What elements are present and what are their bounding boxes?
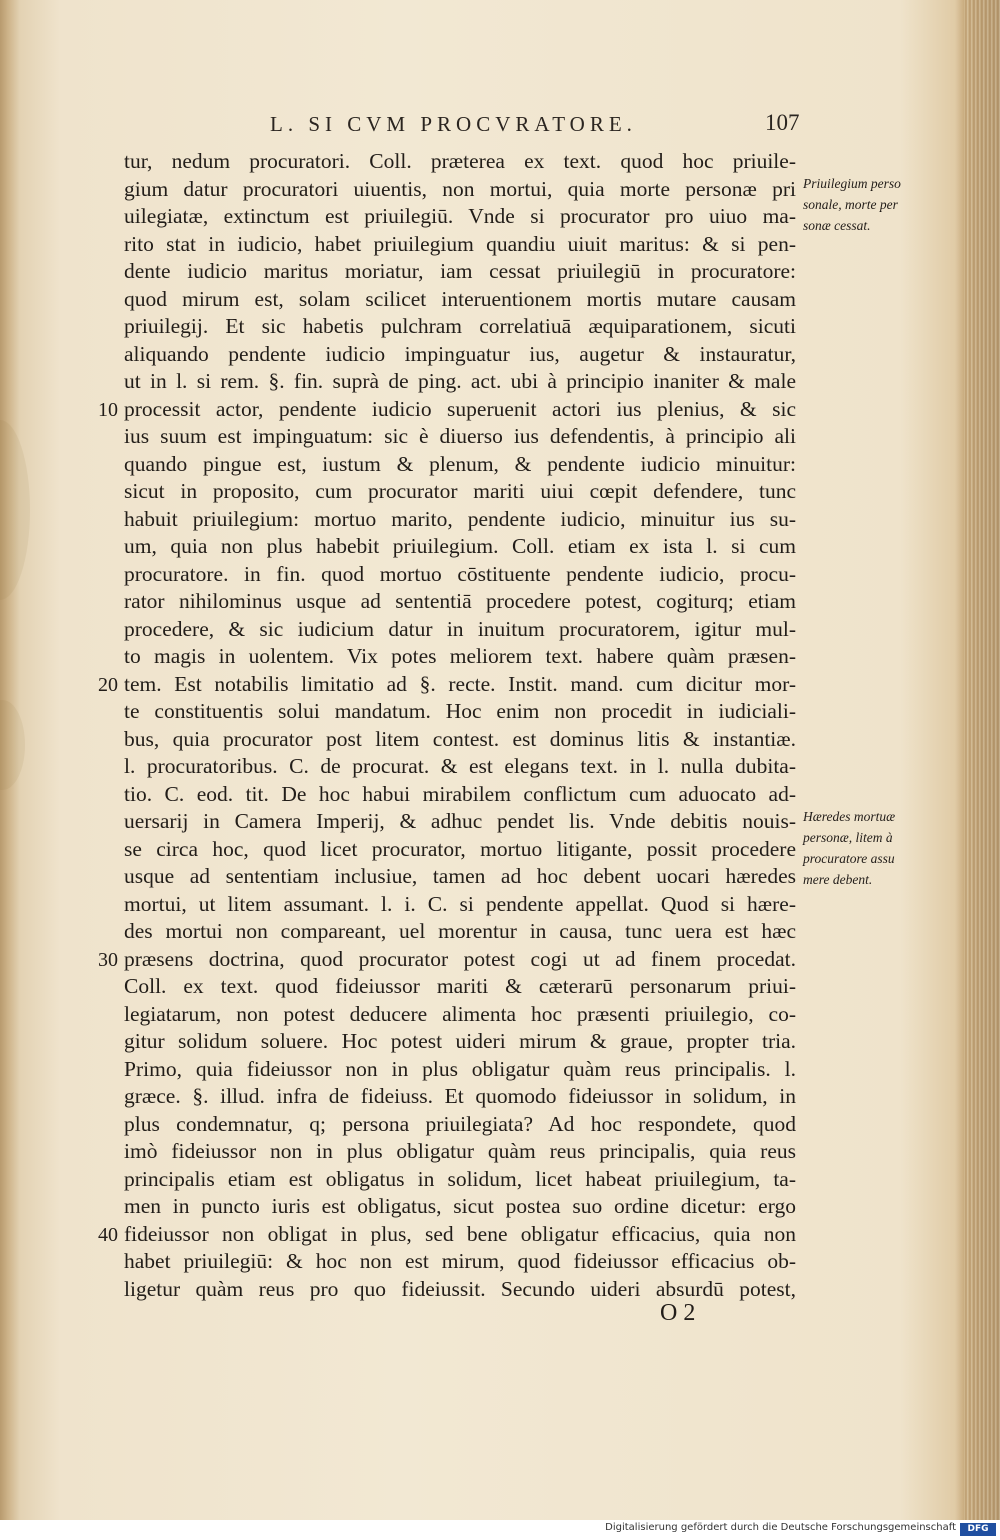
signature-mark: O 2 xyxy=(660,1300,696,1326)
paper-stain xyxy=(0,420,30,600)
text-line: bus, quia procurator post litem contest. est dominus litis & instantiæ. xyxy=(124,726,796,751)
text-line: imò fideiussor non in plus obligatur quàm reus principalis, quia reus xyxy=(124,1139,796,1163)
text-line: tem. Est notabilis limitatio ad §. recte. Instit. mand. cum dicitur mor- xyxy=(124,671,796,696)
text-line: um, quia non plus habebit priuilegium. Coll. etiam ex ista l. si cum xyxy=(124,534,796,558)
text-line: gitur solidum soluere. Hoc potest uideri mirum & graue, propter tria. xyxy=(124,1029,796,1053)
text-line: gium datur procuratori uiuentis, non mortui, quia morte personæ pri xyxy=(124,176,796,201)
text-line: dente iudicio maritus moriatur, iam cessat priuilegiū in procuratore: xyxy=(124,259,796,283)
line-number: 40 xyxy=(98,1224,118,1246)
text-line: fideiussor non obligat in plus, sed bene obligatur efficacius, quia non xyxy=(124,1221,796,1246)
text-line: priuilegij. Et sic habetis pulchram correlatiuā æquiparationem, sicuti xyxy=(124,314,796,338)
text-line: rito stat in iudicio, habet priuilegium quandiu uiuit maritus: & si pen- xyxy=(124,231,796,256)
text-line: procuratore. in fin. quod mortuo cōstituente pendente iudicio, procu- xyxy=(124,561,796,586)
text-line: principalis etiam est obligatus in solidum, licet habeat priuilegium, ta- xyxy=(124,1166,796,1191)
text-line: to magis in uolentem. Vix potes meliorem text. habere quàm præsen- xyxy=(124,644,796,668)
text-line: l. procuratoribus. C. de procurat. & est elegans text. in l. nulla dubita- xyxy=(124,754,796,778)
text-line: ligetur quàm reus pro quo fideiussit. Secundo uideri absurdū potest, xyxy=(124,1276,796,1301)
text-line: sicut in proposito, cum procurator mariti uiui cœpit defendere, tunc xyxy=(124,479,796,503)
page-header xyxy=(0,112,1000,146)
paper-stain xyxy=(0,700,25,790)
text-line: Primo, quia fideiussor non in plus obligatur quàm reus principalis. l. xyxy=(124,1056,796,1081)
line-number: 30 xyxy=(98,949,118,971)
text-line: habet priuilegiū: & hoc non est mirum, quod fideiussor efficacius ob- xyxy=(124,1249,796,1273)
text-line: men in puncto iuris est obligatus, sicut postea suo ordine dicetur: ergo xyxy=(124,1194,796,1218)
text-line: tur, nedum procuratori. Coll. præterea ex text. quod hoc priuile- xyxy=(124,149,796,173)
text-line: uilegiatæ, extinctum est priuilegiū. Vnde si procurator pro uiuo ma- xyxy=(124,204,796,228)
text-line: quando pingue est, iustum & plenum, & pendente iudicio minuitur: xyxy=(124,451,796,476)
margin-note: Hæredes mortuæ personæ, litem à procuratore assu mere debent. xyxy=(803,809,896,887)
text-line: procedere, & sic iudicium datur in inuitum procuratorem, igitur mul- xyxy=(124,616,796,641)
page-edge xyxy=(964,0,1000,1520)
main-text xyxy=(124,148,796,1303)
dfg-logo: DFG xyxy=(960,1523,996,1536)
footer-credit: Digitalisierung gefördert durch die Deutsche Forschungsgemeinschaft xyxy=(605,1522,956,1533)
text-line: habuit priuilegium: mortuo marito, pendente iudicio, minuitur ius su- xyxy=(124,506,796,531)
text-line: aliquando pendente iudicio impinguatur ius, augetur & instauratur, xyxy=(124,341,796,366)
text-line: præsens doctrina, quod procurator potest cogi ut ad finem procedat. xyxy=(124,946,796,971)
text-line: græce. §. illud. infra de fideiuss. Et quomodo fideiussor in solidum, in xyxy=(124,1084,796,1108)
margin-note: Priuilegium perso sonale, morte per sonæ cessat. xyxy=(803,176,901,233)
text-line: legiatarum, non potest deducere alimenta hoc præsenti priuilegio, co- xyxy=(124,1001,796,1026)
text-line: plus condemnatur, q; persona priuilegiata? Ad hoc respondete, quod xyxy=(124,1111,796,1136)
footer xyxy=(0,1520,1000,1540)
line-number: 10 xyxy=(98,399,118,421)
text-line: Coll. ex text. quod fideiussor mariti & cæterarū personarum priui- xyxy=(124,974,796,998)
text-line: uersarij in Camera Imperij, & adhuc pendet lis. Vnde debitis nouis- xyxy=(124,809,796,833)
text-line: rator nihilominus usque ad sententiā procedere potest, cogiturq; etiam xyxy=(124,589,796,613)
text-line: se circa hoc, quod licet procurator, mortuo litigante, possit procedere xyxy=(124,836,796,861)
line-number: 20 xyxy=(98,674,118,696)
text-line: usque ad sententiam inclusiue, tamen ad hoc debent uocari hæredes xyxy=(124,864,796,888)
page-number: 107 xyxy=(765,110,800,135)
text-line: te constituentis solui mandatum. Hoc enim non procedit in iudiciali- xyxy=(124,699,796,723)
text-line: ut in l. si rem. §. fin. suprà de ping. act. ubi à principio inaniter & male xyxy=(124,369,796,393)
text-line: tio. C. eod. tit. De hoc habui mirabilem conflictum cum aduocato ad- xyxy=(124,781,796,806)
text-line: des mortui non compareant, uel morentur in causa, tunc uera est hæc xyxy=(124,919,796,943)
text-line: quod mirum est, solam scilicet interuentionem mortis mutare causam xyxy=(124,286,796,311)
text-line: mortui, ut litem assumant. l. i. C. si pendente appellat. Quod si hære- xyxy=(124,891,796,916)
text-line: processit actor, pendente iudicio superuenit actori ius plenius, & sic xyxy=(124,396,796,421)
text-line: ius suum est impinguatum: sic è diuerso ius defendentis, à principio ali xyxy=(124,424,796,448)
running-title: L. SI CVM PROCVRATORE. xyxy=(270,112,637,136)
